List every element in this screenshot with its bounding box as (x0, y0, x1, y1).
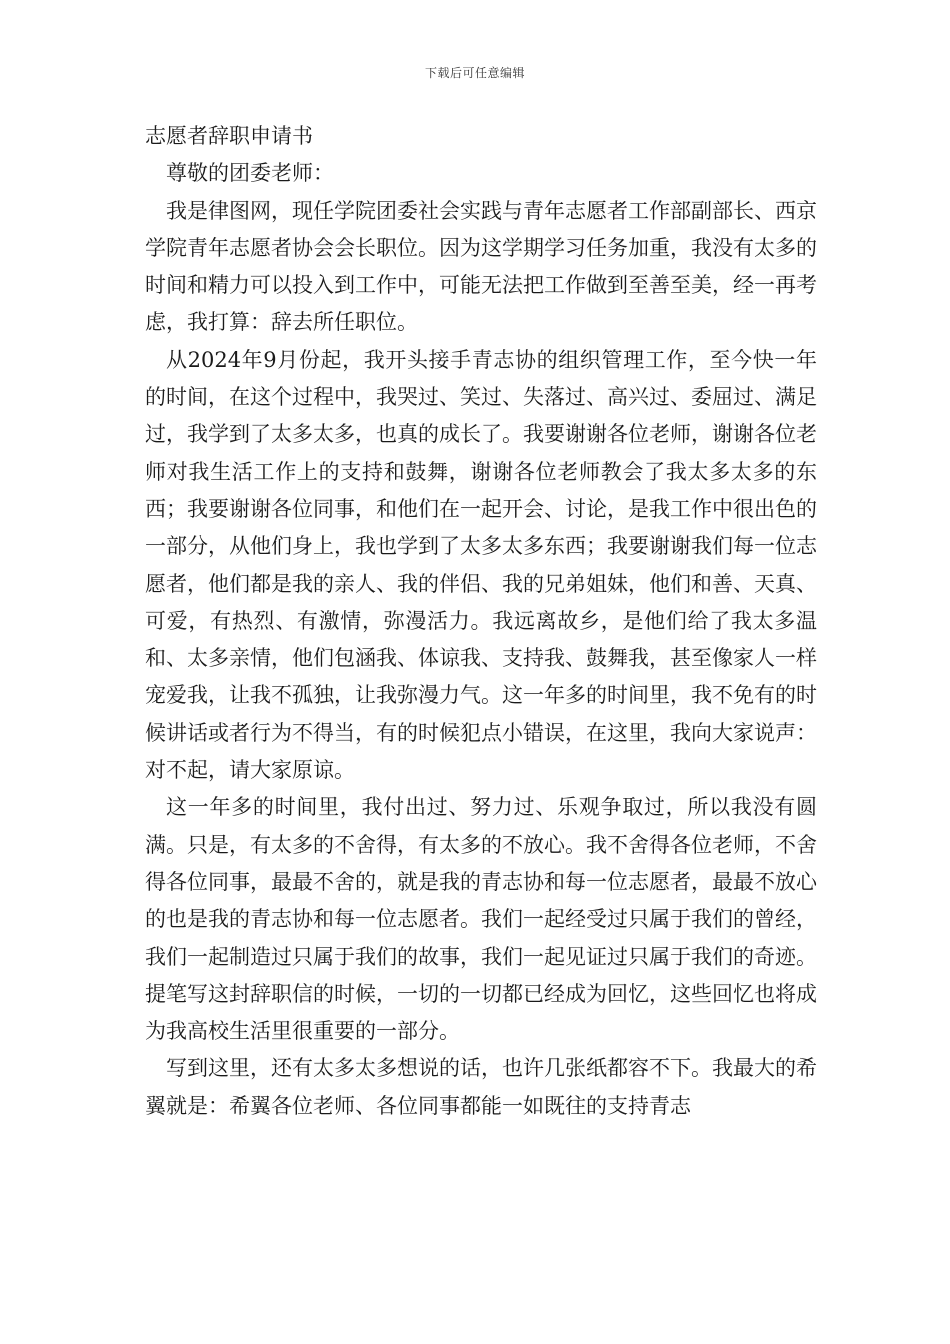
salutation: 尊敬的团委老师： (166, 161, 334, 186)
paragraph-3: 这一年多的时间里，我付出过、努力过、乐观争取过，所以我没有圆满。只是，有太多的不舍得，有太多的不放心。我不舍得各位老师，不舍得各位同事，最最不舍的，就是我的青志协和每一位志愿者，最最不放心的也是我的青志协和每一位志愿者。我们一起经受过只属于我们的曾经，我们一起制造过只属于我们的故事，我们一起见证过只属于我们的奇迹。提笔写这封辞职信的时候，一切的一切都已经成为回忆，这些回忆也将成为我高校生活里很重要的一部分。 (145, 795, 817, 1044)
paragraph-2: 从2024年9月份起，我开头接手青志协的组织管理工作，至今快一年的时间，在这个过程中，我哭过、笑过、失落过、高兴过、委屈过、满足过，我学到了太多太多，也真的成长了。我要谢谢各位老师，谢谢各位老师对我生活工作上的支持和鼓舞，谢谢各位老师教会了我太多太多的东西；我要谢谢各位同事，和他们在一起开会、讨论，是我工作中很出色的一部分，从他们身上，我也学到了太多太多东西；我要谢谢我们每一位志愿者，他们都是我的亲人、我的伴侣、我的兄弟姐妹，他们和善、天真、可爱，有热烈、有激情，弥漫活力。我远离故乡，是他们给了我太多温和、太多亲情，他们包涵我、体谅我、支持我、鼓舞我，甚至像家人一样宠爱我，让我不孤独，让我弥漫力气。这一年多的时间里，我不免有的时候讲话或者行为不得当，有的时候犯点小错误，在这里，我向大家说声：对不起，请大家原谅。 (145, 347, 817, 783)
document-body (145, 118, 817, 1125)
document-title: 志愿者辞职申请书 (145, 124, 313, 148)
page-header-note: 下载后可任意编辑 (424, 66, 525, 80)
paragraph-1: 我是律图网，现任学院团委社会实践与青年志愿者工作部副部长、西京学院青年志愿者协会会长职位。因为这学期学习任务加重，我没有太多的时间和精力可以投入到工作中，可能无法把工作做到至善至美，经一再考虑，我打算：辞去所任职位。 (145, 198, 817, 335)
paragraph-4: 写到这里，还有太多太多想说的话，也许几张纸都容不下。我最大的希翼就是：希翼各位老师、各位同事都能一如既往的支持青志 (145, 1056, 817, 1118)
